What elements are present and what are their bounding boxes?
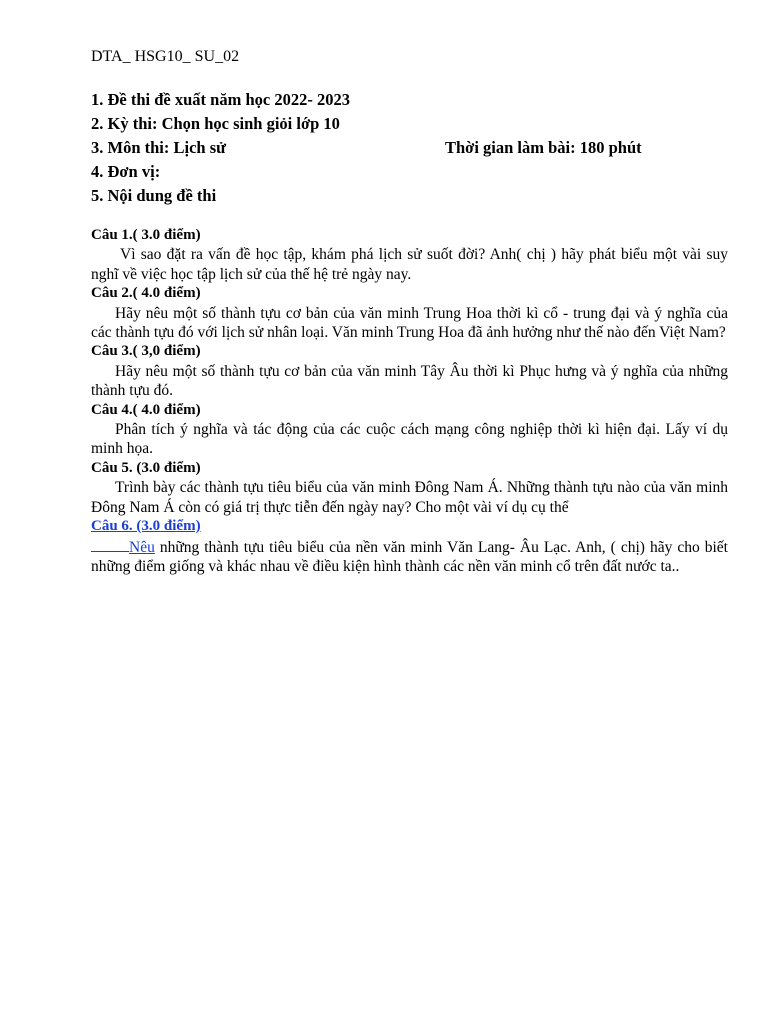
question-3-text: Hãy nêu một số thành tựu cơ bản của văn minh Tây Âu thời kì Phục hưng và ý nghĩa của những thành tựu đó. xyxy=(91,362,728,400)
question-4-text: Phân tích ý nghĩa và tác động của các cuộc cách mạng công nghiệp thời kì hiện đại. Lấy ví dụ minh họa. xyxy=(91,421,728,458)
question-4-title: Câu 4.( 4.0 điểm) xyxy=(91,401,201,418)
question-3-body xyxy=(91,362,728,401)
header-subject: 3. Môn thi: Lịch sử xyxy=(91,138,227,157)
question-6-title-link[interactable]: Câu 6. (3.0 điểm) xyxy=(91,518,201,535)
question-4 xyxy=(91,401,728,459)
document-code: DTA_ HSG10_ SU_02 xyxy=(91,48,240,65)
question-5 xyxy=(91,459,728,517)
question-6 xyxy=(91,517,728,576)
question-5-body xyxy=(91,478,728,517)
header-subject-row xyxy=(91,136,728,160)
question-1 xyxy=(91,226,728,284)
question-5-title: Câu 5. (3.0 điểm) xyxy=(91,459,201,476)
question-6-link-word[interactable]: Nêu xyxy=(129,538,155,556)
header-time-limit: Thời gian làm bài: 180 phút xyxy=(445,138,642,157)
header-unit: 4. Đơn vị: xyxy=(91,162,161,181)
question-1-body xyxy=(91,245,728,284)
link-underline-spacer xyxy=(91,537,129,552)
header-school-year: 1. Đề thi đề xuất năm học 2022- 2023 xyxy=(91,90,350,109)
question-3-title: Câu 3.( 3,0 điểm) xyxy=(91,343,201,360)
exam-header xyxy=(91,88,728,208)
question-6-text: những thành tựu tiêu biểu của nền văn minh Văn Lang- Âu Lạc. Anh, ( chị) hãy cho biết những điểm giống và khác nhau về điều kiện hình thành các nền văn minh cổ trên đất nước ta.. xyxy=(91,538,728,575)
header-exam-name: 2. Kỳ thi: Chọn học sinh giỏi lớp 10 xyxy=(91,114,340,133)
document-page xyxy=(91,46,728,576)
question-2-text: Hãy nêu một số thành tựu cơ bản của văn minh Trung Hoa thời kì cổ - trung đại và ý nghĩa của các thành tựu đó với lịch sử nhân loại. Văn minh Trung Hoa đã ảnh hưởng như thế nào đến Việt Nam? xyxy=(91,304,728,342)
question-2 xyxy=(91,284,728,342)
question-6-body xyxy=(91,537,728,577)
question-3 xyxy=(91,342,728,400)
question-2-body xyxy=(91,304,728,343)
header-content-title: 5. Nội dung đề thi xyxy=(91,186,217,205)
question-1-title: Câu 1.( 3.0 điểm) xyxy=(91,227,201,243)
question-5-text: Trình bày các thành tựu tiêu biểu của văn minh Đông Nam Á. Những thành tựu nào của văn minh Đông Nam Á còn có giá trị thực tiễn đến ngày nay? Cho một vài ví dụ cụ thể xyxy=(91,479,728,516)
question-2-title: Câu 2.( 4.0 điểm) xyxy=(91,285,201,302)
question-4-body xyxy=(91,420,728,459)
question-1-text: Vì sao đặt ra vấn đề học tập, khám phá lịch sử suốt đời? Anh( chị ) hãy phát biểu một vài suy nghĩ về việc học tập lịch sử của thế hệ trẻ ngày nay. xyxy=(91,246,728,283)
